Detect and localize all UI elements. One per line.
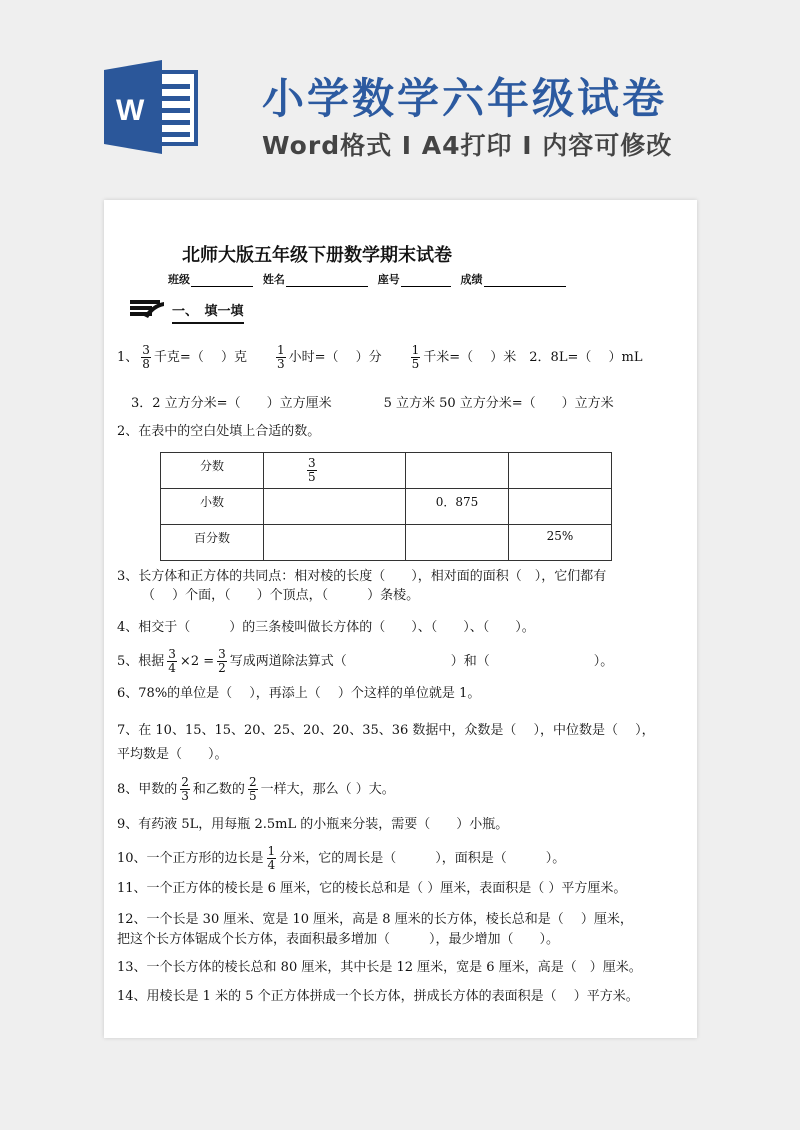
question-5: 5、根据 $\frac{3}{4}$ ×2 = $\frac{3}{2}$ 写成两道除法算式（ ）和（ ）。 (117, 647, 614, 675)
word-logo-icon (104, 60, 200, 154)
question-13: 13、一个长方体的棱长总和 80 厘米，其中长是 12 厘米，宽是 6 厘米，高是（ ）厘米。 (117, 960, 642, 975)
score-label: 成绩 (460, 273, 483, 286)
section-heading: 一、 填一填 (130, 298, 244, 324)
book-icon (130, 298, 164, 324)
fraction: $\frac{2}{5}$ (248, 775, 257, 803)
question-10: 10、一个正方形的边长是 $\frac{1}{4}$ 分米，它的周长是（ ），面积是（ ）。 (117, 844, 566, 872)
fraction: $\frac{3}{8}$ (142, 343, 150, 371)
seat-blank[interactable] (401, 275, 451, 287)
fraction: $\frac{3}{4}$ (168, 647, 176, 675)
table-cell[interactable] (406, 525, 509, 561)
document-title: 北师大版五年级下册数学期末试卷 (182, 245, 452, 266)
question-3: 3、长方体和正方体的共同点：相对棱的长度（ ），相对面的面积（ ），它们都有 (117, 569, 607, 584)
question-14: 14、用棱长是 1 米的 5 个正方体拼成一个长方体，拼成长方体的表面积是（ ）平方米。 (117, 989, 639, 1004)
table-row: 百分数 25% (161, 525, 612, 561)
question-11: 11、一个正方体的棱长是 6 厘米，它的棱长总和是（ ）厘米，表面积是（ ）平方厘米。 (117, 881, 627, 896)
fraction: $\frac{1}{3}$ (276, 343, 285, 371)
table-row: 小数 0．875 (161, 489, 612, 525)
fraction: $\frac{2}{3}$ (181, 775, 189, 803)
table-cell[interactable] (406, 453, 509, 489)
name-label: 姓名 (262, 273, 285, 286)
fill-table (160, 452, 612, 561)
question-1: 1、 $\frac{3}{8}$ 千克=（ ）克 $\frac{1}{3}$ 小时=（ ）分 $\frac{1}{5}$ 千米=（ ）米 2．8L=（ ）mL (117, 343, 643, 371)
table-cell[interactable] (264, 489, 406, 525)
table-cell[interactable] (509, 453, 612, 489)
question-7-cont: 平均数是（ ）。 (117, 747, 228, 762)
question-9: 9、有药液 5L，用每瓶 2.5mL 的小瓶来分装，需要（ ）小瓶。 (117, 817, 509, 832)
table-cell[interactable] (264, 525, 406, 561)
question-2: 2、在表中的空白处填上合适的数。 (117, 424, 321, 439)
question-6: 6、78%的单位是（ ），再添上（ ）个这样的单位就是 1。 (117, 686, 481, 701)
fraction: $\frac{3}{5}$ (308, 456, 316, 484)
class-blank[interactable] (191, 275, 253, 287)
table-row: 分数 $\frac{3}{5}$ (161, 453, 612, 489)
class-label: 班级 (168, 273, 190, 286)
question-7: 7、在 10、15、15、20、25、20、20、35、36 数据中，众数是（ ），中位数是（ ）， (117, 723, 655, 738)
banner-title: 小学数学六年级试卷 (262, 74, 668, 123)
student-info-row (168, 271, 572, 287)
question-4: 4、相交于（ ）的三条棱叫做长方体的（ ）、（ ）、（ ）。 (117, 620, 535, 635)
question-8: 8、甲数的 $\frac{2}{3}$ 和乙数的 $\frac{2}{5}$ 一样大，那么（ ）大。 (117, 775, 395, 803)
document-page (104, 200, 697, 1038)
score-blank[interactable] (484, 275, 566, 287)
question-1-cont: 3．2 立方分米=（ ）立方厘米 5 立方米 50 立方分米=（ ）立方米 (131, 396, 614, 411)
banner-subtitle: Word格式 I A4打印 I 内容可修改 (262, 131, 673, 160)
table-cell[interactable] (509, 489, 612, 525)
question-3-cont: （ ）个面，（ ）个顶点，（ ）条棱。 (142, 588, 420, 603)
question-12-cont: 把这个长方体锯成个长方体，表面积最多增加（ ），最少增加（ ）。 (117, 932, 560, 947)
fraction: $\frac{1}{5}$ (411, 343, 420, 371)
svg-text:W: W (116, 94, 145, 127)
name-blank[interactable] (286, 275, 368, 287)
fraction: $\frac{3}{2}$ (218, 647, 226, 675)
fraction: $\frac{1}{4}$ (267, 844, 276, 872)
seat-label: 座号 (377, 273, 400, 286)
question-12: 12、一个长是 30 厘米、宽是 10 厘米，高是 8 厘米的长方体，棱长总和是（ ）厘米， (117, 912, 633, 927)
